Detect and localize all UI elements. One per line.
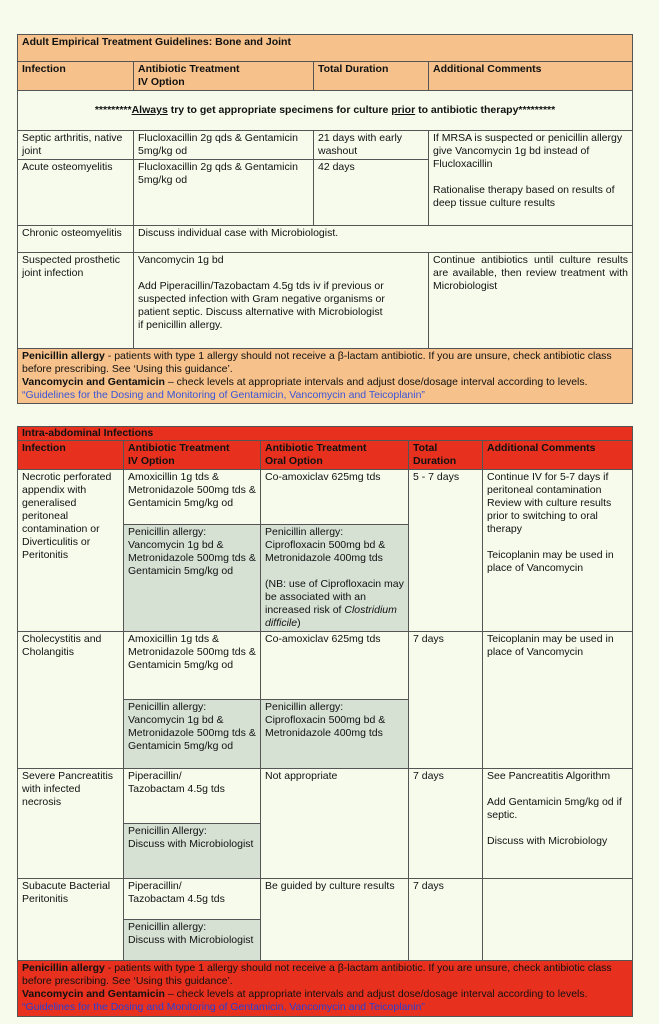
abdo-footer-guidelines-link[interactable]: “Guidelines for the Dosing and Monitoring of Gentamicin, Vancomycin and Teicoplanin” [22, 1001, 425, 1013]
iv-pancreatitis-penicillin-allergy: Penicillin Allergy: Discuss with Microbiologist [124, 824, 261, 879]
oral-subacute: Be guided by culture results [261, 879, 409, 961]
duration-pancreatitis: 7 days [409, 769, 483, 879]
infection-cholecystitis: Cholecystitis and Cholangitis [18, 632, 124, 769]
infection-pancreatitis: Severe Pancreatitis with infected necrosis [18, 769, 124, 879]
duration-subacute: 7 days [409, 879, 483, 961]
abdo-col-comments: Additional Comments [483, 441, 633, 470]
duration-necrotic: 5 - 7 days [409, 470, 483, 632]
comment-necrotic-teic: Teicoplanin may be used in place of Vancomycin [487, 549, 614, 574]
bone-footer-pen-title: Penicillin allergy [22, 350, 105, 362]
abdo-col-oral: Antibiotic Treatment Oral Option [261, 441, 409, 470]
comment-necrotic-iv: Continue IV for 5-7 days if peritoneal contamination Review with culture results prior to switching to oral therapy [487, 471, 612, 535]
iv-subacute-penicillin-allergy: Penicillin allergy: Discuss with Microbiologist [124, 920, 261, 961]
oral-necrotic-note-cdiff: Clostridium difficile [265, 604, 397, 629]
banner-always: Always [131, 104, 168, 116]
comment-mrsa: If MRSA is suspected or penicillin allergy give Vancomycin 1g bd instead of Flucloxacillin [433, 132, 623, 170]
bone-footer-pen-text: - patients with type 1 allergy should not receive a β-lactam antibiotic. If you are unsure, check antibiotic class before prescribing. See ‘Using this guidance’. [22, 350, 612, 375]
duration-acute-osteomyelitis: 42 days [314, 160, 429, 226]
iv-necrotic: Amoxicillin 1g tds & Metronidazole 500mg tds & Gentamicin 5mg/kg od [124, 470, 261, 525]
specimen-banner [18, 91, 633, 131]
banner-prior: prior [391, 104, 416, 116]
bone-footer-guidelines-link[interactable]: “Guidelines for the Dosing and Monitoring of Gentamicin, Vancomycin and Teicoplanin” [22, 389, 425, 401]
duration-cholecystitis: 7 days [409, 632, 483, 769]
infection-acute-osteomyelitis: Acute osteomyelitis [18, 160, 134, 226]
iv-chronic-osteomyelitis: Discuss individual case with Microbiologist. [134, 226, 633, 253]
iv-cholecystitis-penicillin-allergy: Penicillin allergy: Vancomycin 1g bd & Metronidazole 500mg tds & Gentamicin 5mg/kg od [124, 700, 261, 769]
oral-necrotic: Co-amoxiclav 625mg tds [261, 470, 409, 525]
comment-pancreatitis-gent: Add Gentamicin 5mg/kg od if septic. [487, 796, 622, 821]
iv-pancreatitis: Piperacillin/ Tazobactam 4.5g tds [124, 769, 261, 824]
col-header-duration: Total Duration [314, 62, 429, 91]
iv-acute-osteomyelitis: Flucloxacillin 2g qds & Gentamicin 5mg/kg od [134, 160, 314, 226]
infection-chronic-osteomyelitis: Chronic osteomyelitis [18, 226, 134, 253]
iv-cholecystitis: Amoxicillin 1g tds & Metronidazole 500mg tds & Gentamicin 5mg/kg od [124, 632, 261, 700]
comment-pancreatitis [483, 769, 633, 879]
bone-footer [18, 349, 633, 404]
iv-prosthetic-add: Add Piperacillin/Tazobactam 4.5g tds iv if previous or suspected infection with Gram negative organisms or patient septic. Discuss alternative with Microbiologist if penicillin allergy. [138, 280, 385, 331]
oral-pancreatitis: Not appropriate [261, 769, 409, 879]
abdo-footer [18, 961, 633, 1017]
bone-joint-table [17, 34, 633, 404]
infection-necrotic-appendix: Necrotic perforated appendix with generalised peritoneal contamination or Diverticulitis or Peritonitis [18, 470, 124, 632]
banner-end: to antibiotic therapy********* [415, 104, 556, 116]
oral-necrotic-pen-text: Penicillin allergy: Ciprofloxacin 500mg bd & Metronidazole 400mg tds [265, 526, 386, 564]
oral-necrotic-note-end: ) [297, 617, 301, 629]
bone-footer-vanc-title: Vancomycin and Gentamicin [22, 376, 165, 388]
infection-prosthetic-joint: Suspected prosthetic joint infection [18, 253, 134, 349]
col-header-iv-option: Antibiotic Treatment IV Option [134, 62, 314, 91]
infection-subacute-peritonitis: Subacute Bacterial Peritonitis [18, 879, 124, 961]
iv-necrotic-penicillin-allergy: Penicillin allergy: Vancomycin 1g bd & Metronidazole 500mg tds & Gentamicin 5mg/kg od [124, 525, 261, 632]
comment-cholecystitis: Teicoplanin may be used in place of Vancomycin [483, 632, 633, 769]
abdo-col-infection: Infection [18, 441, 124, 470]
oral-cholecystitis-penicillin-allergy: Penicillin allergy: Ciprofloxacin 500mg bd & Metronidazole 400mg tds [261, 700, 409, 769]
abdo-footer-vanc-text: – check levels at appropriate intervals and adjust dose/dosage interval according to levels. [164, 988, 588, 1000]
comment-prosthetic-joint: Continue antibiotics until culture results are available, then review treatment with Microbiologist [429, 253, 633, 349]
bone-table-title: Adult Empirical Treatment Guidelines: Bone and Joint [18, 35, 633, 62]
oral-necrotic-penicillin-allergy [261, 525, 409, 632]
comment-rationalise: Rationalise therapy based on results of deep tissue culture results [433, 184, 615, 209]
iv-septic-arthritis: Flucloxacillin 2g qds & Gentamicin 5mg/kg od [134, 131, 314, 160]
abdo-footer-pen-title: Penicillin allergy [22, 962, 105, 974]
abdo-col-iv: Antibiotic Treatment IV Option [124, 441, 261, 470]
oral-necrotic-note: (NB: use of Ciprofloxacin may be associated with an increased risk of [265, 578, 404, 616]
comment-pancreatitis-discuss: Discuss with Microbiology [487, 835, 608, 847]
bone-footer-vanc-text: – check levels at appropriate intervals and adjust dose/dosage interval according to levels. [164, 376, 588, 388]
iv-prosthetic-joint [134, 253, 429, 349]
iv-prosthetic-vanc: Vancomycin 1g bd [138, 254, 224, 266]
banner-stars: ********* [94, 104, 132, 116]
comment-septic-acute [429, 131, 633, 226]
iv-subacute: Piperacillin/ Tazobactam 4.5g tds [124, 879, 261, 920]
duration-septic-arthritis: 21 days with early washout [314, 131, 429, 160]
abdo-table-title: Intra-abdominal Infections [18, 427, 633, 441]
oral-cholecystitis: Co-amoxiclav 625mg tds [261, 632, 409, 700]
abdo-footer-pen-text: - patients with type 1 allergy should not receive a β-lactam antibiotic. If you are unsure, check antibiotic class before prescribing. See ‘Using this guidance’. [22, 962, 612, 987]
comment-necrotic [483, 470, 633, 632]
banner-mid: try to get appropriate specimens for culture [167, 104, 392, 116]
col-header-comments: Additional Comments [429, 62, 633, 91]
comment-subacute [483, 879, 633, 961]
intra-abdominal-table [17, 426, 633, 1017]
abdo-col-duration: Total Duration [409, 441, 483, 470]
comment-pancreatitis-algorithm: See Pancreatitis Algorithm [487, 770, 611, 782]
infection-septic-arthritis: Septic arthritis, native joint [18, 131, 134, 160]
col-header-infection: Infection [18, 62, 134, 91]
abdo-footer-vanc-title: Vancomycin and Gentamicin [22, 988, 165, 1000]
